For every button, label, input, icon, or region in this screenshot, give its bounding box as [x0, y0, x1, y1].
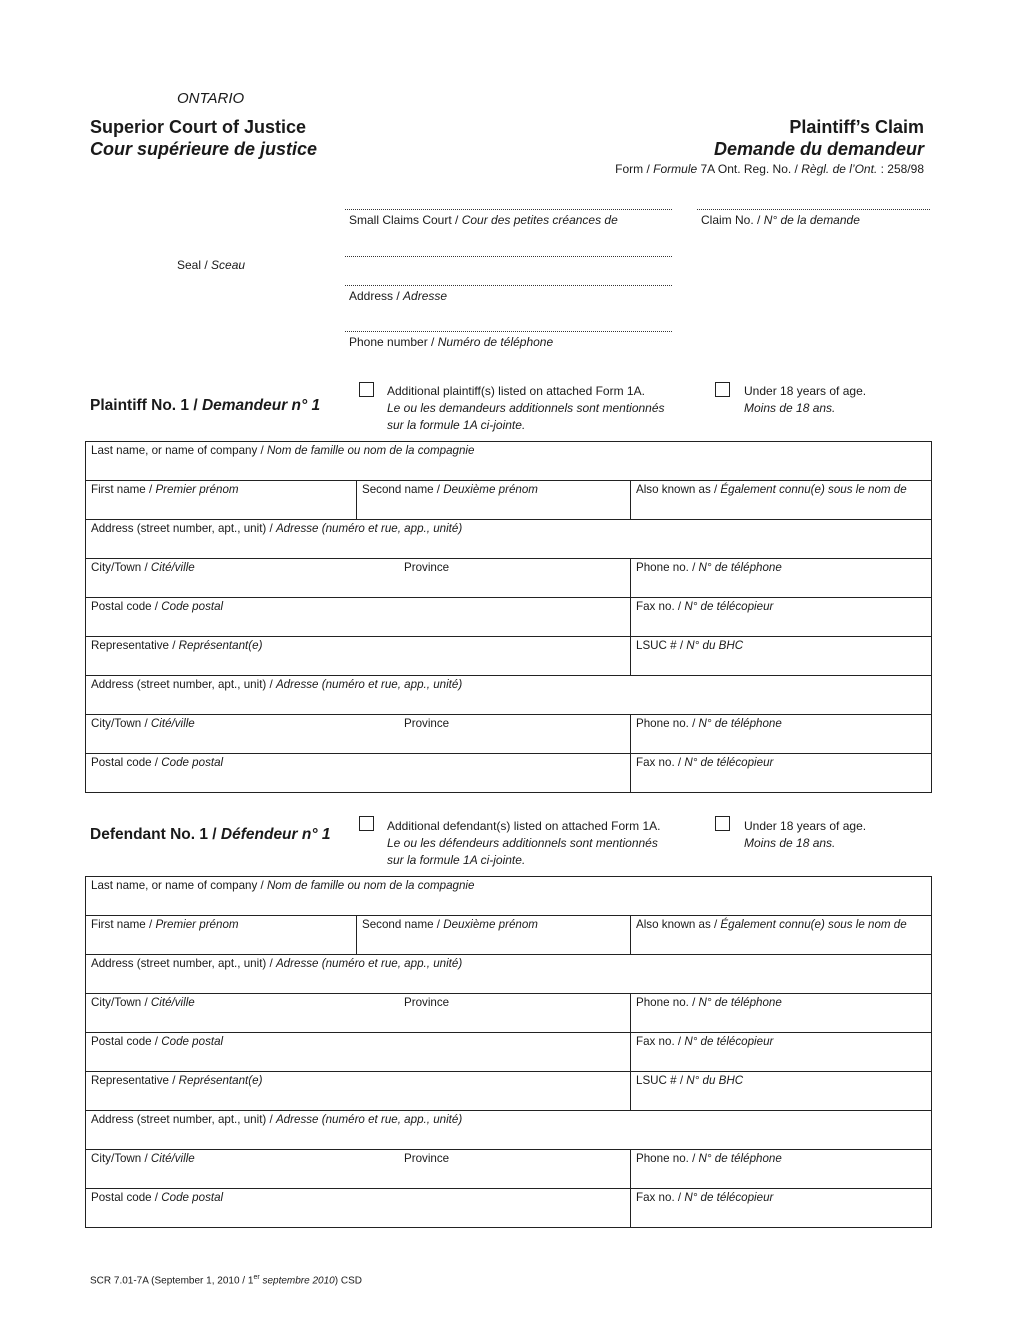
plaintiff-rep-postal-code-field[interactable]: Postal code / Code postal	[86, 754, 631, 793]
claim-number-line[interactable]	[697, 209, 930, 210]
court-address-label: Address / Adresse	[349, 289, 448, 303]
plaintiff-section-title: Plaintiff No. 1 / Demandeur n° 1	[90, 397, 321, 414]
form-title-en: Plaintiff’s Claim	[789, 117, 924, 137]
plaintiff-phone-field[interactable]: Phone no. / N° de téléphone	[631, 559, 932, 598]
plaintiff-lsuc-field[interactable]: LSUC # / N° du BHC	[631, 637, 932, 676]
plaintiff-first-name-field[interactable]: First name / Premier prénom	[86, 481, 357, 520]
court-name-fr: Cour supérieure de justice	[90, 139, 318, 159]
defendant-rep-postal-code-field[interactable]: Postal code / Code postal	[86, 1189, 631, 1228]
plaintiff-representative-field[interactable]: Representative / Représentant(e)	[86, 637, 631, 676]
defendant-fax-field[interactable]: Fax no. / N° de télécopieur	[631, 1033, 932, 1072]
plaintiff-under-18-label: Under 18 years of age. Moins de 18 ans.	[744, 384, 867, 415]
defendant-section-title: Defendant No. 1 / Défendeur n° 1	[90, 826, 331, 843]
plaintiff-rep-phone-field[interactable]: Phone no. / N° de téléphone	[631, 715, 932, 754]
defendant-province-label: Province	[404, 996, 450, 1009]
claim-number-label: Claim No. / N° de la demande	[701, 213, 860, 227]
plaintiff-rep-province-label: Province	[404, 717, 450, 730]
court-name-en: Superior Court of Justice	[90, 117, 307, 137]
plaintiff-province-label: Province	[404, 561, 450, 574]
defendant-details-table	[85, 876, 932, 1228]
defendant-under-18-label: Under 18 years of age. Moins de 18 ans.	[744, 819, 867, 850]
defendant-first-name-field[interactable]: First name / Premier prénom	[86, 916, 357, 955]
plaintiff-fax-field[interactable]: Fax no. / N° de télécopieur	[631, 598, 932, 637]
plaintiff-rep-address-field[interactable]: Address (street number, apt., unit) / Adresse (numéro et rue, app., unité)	[86, 676, 932, 715]
defendant-representative-field[interactable]: Representative / Représentant(e)	[86, 1072, 631, 1111]
defendant-rep-address-field[interactable]: Address (street number, apt., unit) / Adresse (numéro et rue, app., unité)	[86, 1111, 932, 1150]
small-claims-court-label: Small Claims Court / Cour des petites créances de	[349, 213, 618, 227]
seal-label: Seal / Sceau	[177, 258, 246, 272]
additional-defendants-checkbox[interactable]	[359, 816, 374, 831]
plaintiff-second-name-field[interactable]: Second name / Deuxième prénom	[357, 481, 631, 520]
plaintiff-address-field[interactable]: Address (street number, apt., unit) / Adresse (numéro et rue, app., unité)	[86, 520, 932, 559]
additional-plaintiffs-label: Additional plaintiff(s) listed on attached Form 1A. Le ou les demandeurs additionnels sont mentionnés sur la formule 1A ci-jointe.	[387, 384, 665, 432]
defendant-address-field[interactable]: Address (street number, apt., unit) / Adresse (numéro et rue, app., unité)	[86, 955, 932, 994]
defendant-rep-city-field[interactable]: City/Town / Cité/ville Province	[86, 1150, 631, 1189]
defendant-rep-fax-field[interactable]: Fax no. / N° de télécopieur	[631, 1189, 932, 1228]
plaintiff-details-table	[85, 441, 932, 793]
additional-plaintiffs-checkbox[interactable]	[359, 382, 374, 397]
plaintiff-postal-code-field[interactable]: Postal code / Code postal	[86, 598, 631, 637]
defendant-last-name-field[interactable]: Last name, or name of company / Nom de famille ou nom de la compagnie	[86, 877, 932, 916]
defendant-aka-field[interactable]: Also known as / Également connu(e) sous le nom de	[631, 916, 932, 955]
court-address-line-1[interactable]	[345, 256, 672, 257]
defendant-second-name-field[interactable]: Second name / Deuxième prénom	[357, 916, 631, 955]
court-phone-label: Phone number / Numéro de téléphone	[349, 335, 554, 349]
plaintiff-city-field[interactable]: City/Town / Cité/ville Province	[86, 559, 631, 598]
defendant-lsuc-field[interactable]: LSUC # / N° du BHC	[631, 1072, 932, 1111]
defendant-city-field[interactable]: City/Town / Cité/ville Province	[86, 994, 631, 1033]
defendant-under-18-checkbox[interactable]	[715, 816, 730, 831]
province-label: ONTARIO	[177, 90, 245, 107]
defendant-phone-field[interactable]: Phone no. / N° de téléphone	[631, 994, 932, 1033]
court-address-line-2[interactable]	[345, 285, 672, 286]
defendant-postal-code-field[interactable]: Postal code / Code postal	[86, 1033, 631, 1072]
plaintiff-rep-city-field[interactable]: City/Town / Cité/ville Province	[86, 715, 631, 754]
form-footer: SCR 7.01-7A (September 1, 2010 / 1er septembre 2010) CSD	[90, 1274, 362, 1287]
additional-defendants-label: Additional defendant(s) listed on attached Form 1A. Le ou les défendeurs additionnels sont mentionnés sur la formule 1A ci-jointe.	[387, 819, 661, 867]
plaintiff-under-18-checkbox[interactable]	[715, 382, 730, 397]
defendant-rep-province-label: Province	[404, 1152, 450, 1165]
plaintiff-rep-fax-field[interactable]: Fax no. / N° de télécopieur	[631, 754, 932, 793]
form-title-fr: Demande du demandeur	[713, 139, 924, 159]
plaintiff-last-name-field[interactable]: Last name, or name of company / Nom de famille ou nom de la compagnie	[86, 442, 932, 481]
defendant-rep-phone-field[interactable]: Phone no. / N° de téléphone	[631, 1150, 932, 1189]
small-claims-court-line[interactable]	[345, 209, 672, 210]
form-reference: Form / Formule 7A Ont. Reg. No. / Règl. de l’Ont. : 258/98	[615, 162, 924, 176]
plaintiff-aka-field[interactable]: Also known as / Également connu(e) sous le nom de	[631, 481, 932, 520]
court-phone-line[interactable]	[345, 331, 672, 332]
